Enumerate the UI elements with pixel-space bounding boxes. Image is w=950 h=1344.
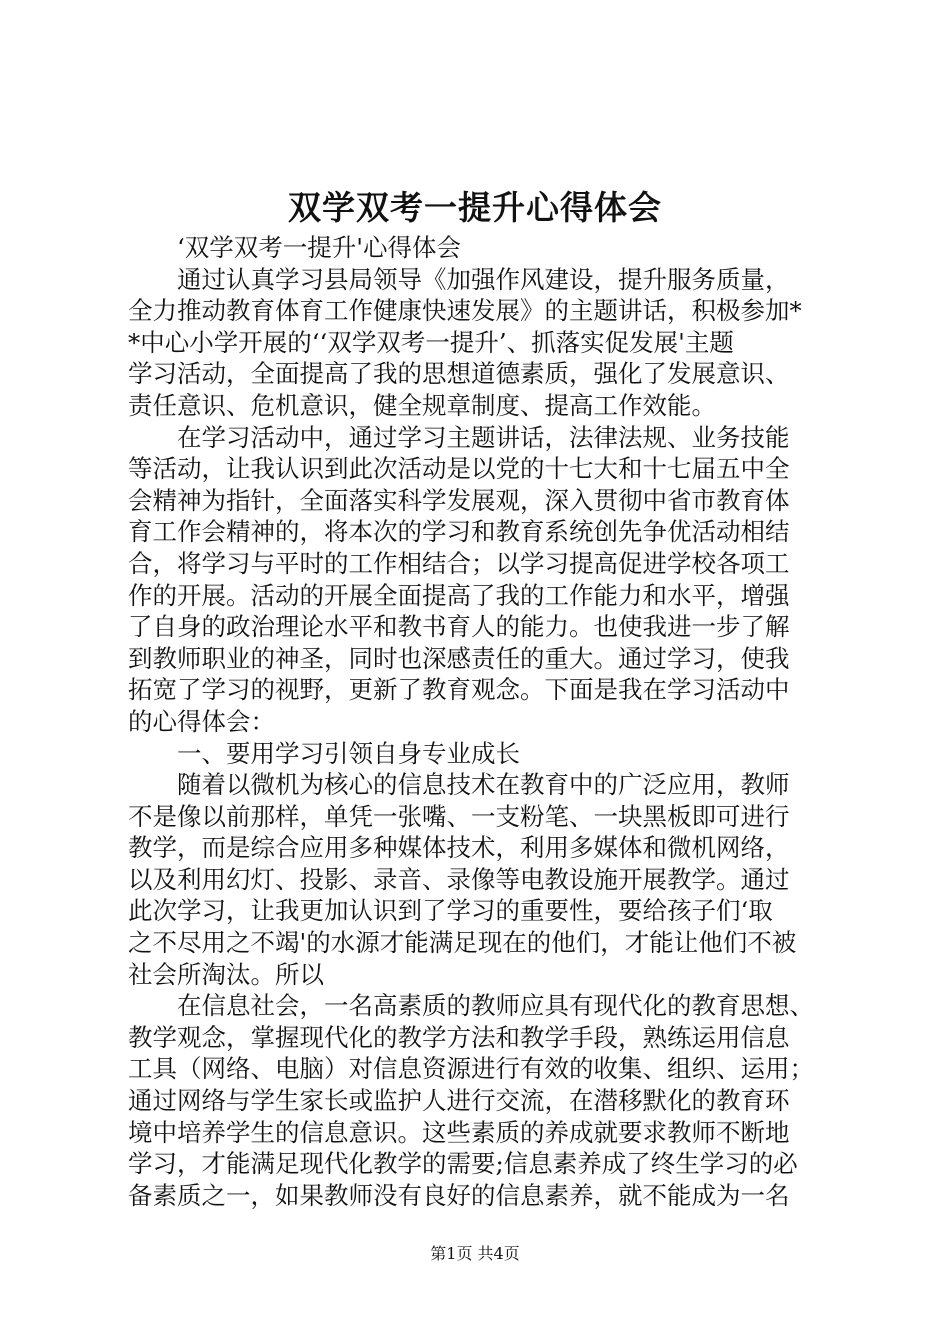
body-line: 教学观念，掌握现代化的教学方法和教学手段，熟练运用信息 — [128, 1022, 790, 1052]
body-line: 之不尽用之不竭'的水源才能满足现在的他们，才能让他们不被 — [128, 928, 797, 958]
body-line: 通过认真学习县局领导《加强作风建设，提升服务质量， — [128, 264, 790, 294]
body-line: 到教师职业的神圣，同时也深感责任的重大。通过学习，使我 — [128, 643, 790, 673]
body-line: 拓宽了学习的视野，更新了教育观念。下面是我在学习活动中 — [128, 675, 790, 705]
body-line: 作的开展。活动的开展全面提高了我的工作能力和水平，增强 — [128, 580, 790, 610]
document-title: 双学双考一提升心得体会 — [288, 188, 662, 227]
body-line: 全力推动教育体育工作健康快速发展》的主题讲话，积极参加* — [128, 296, 802, 326]
body-line: 不是像以前那样，单凭一张嘴、一支粉笔、一块黑板即可进行 — [128, 801, 790, 831]
body-line: 教学，而是综合应用多种媒体技术，利用多媒体和微机网络， — [128, 833, 790, 863]
body-line: 境中培养学生的信息意识。这些素质的养成就要求教师不断地 — [128, 1117, 790, 1147]
body-line: 合，将学习与平时的工作相结合；以学习提高促进学校各项工 — [128, 548, 790, 578]
body-line: 了自身的政治理论水平和教书育人的能力。也使我进一步了解 — [128, 612, 790, 642]
body-line: 在学习活动中，通过学习主题讲话，法律法规、业务技能 — [128, 422, 790, 452]
body-line: 一、要用学习引领自身专业成长 — [128, 738, 520, 768]
body-line: 随着以微机为核心的信息技术在教育中的广泛应用，教师 — [128, 770, 790, 800]
body-line: 以及利用幻灯、投影、录音、录像等电教设施开展教学。通过 — [128, 864, 790, 894]
body-line: 等活动，让我认识到此次活动是以党的十七大和十七届五中全 — [128, 454, 790, 484]
body-line: 学习，才能满足现代化教学的需要;信息素养成了终生学习的必 — [128, 1149, 798, 1179]
body-line: 工具（网络、电脑）对信息资源进行有效的收集、组织、运用； — [128, 1054, 814, 1084]
body-line: 学习活动，全面提高了我的思想道德素质，强化了发展意识、 — [128, 359, 790, 389]
body-line: 社会所淘汰。所以 — [128, 959, 324, 989]
body-line: 备素质之一，如果教师没有良好的信息素养，就不能成为一名 — [128, 1180, 790, 1210]
body-line: ‘双学双考一提升'心得体会 — [128, 233, 462, 262]
body-line: 在信息社会，一名高素质的教师应具有现代化的教育思想、 — [128, 991, 814, 1021]
body-line: 的心得体会： — [128, 706, 275, 736]
body-line: 育工作会精神的，将本次的学习和教育系统创先争优活动相结 — [128, 517, 790, 547]
body-line: *中心小学开展的‘‘双学双考一提升’、抓落实促发展'主题 — [128, 327, 734, 357]
body-line: 通过网络与学生家长或监护人进行交流，在潜移默化的教育环 — [128, 1086, 790, 1116]
body-line: 会精神为指针，全面落实科学发展观，深入贯彻中省市教育体 — [128, 485, 790, 515]
body-line: 责任意识、危机意识，健全规章制度、提高工作效能。 — [128, 390, 716, 420]
document-body — [128, 232, 834, 1211]
page-footer: 第1页 共4页 — [430, 1244, 520, 1263]
body-line: 此次学习，让我更加认识到了学习的重要性，要给孩子们‘取 — [128, 896, 773, 926]
